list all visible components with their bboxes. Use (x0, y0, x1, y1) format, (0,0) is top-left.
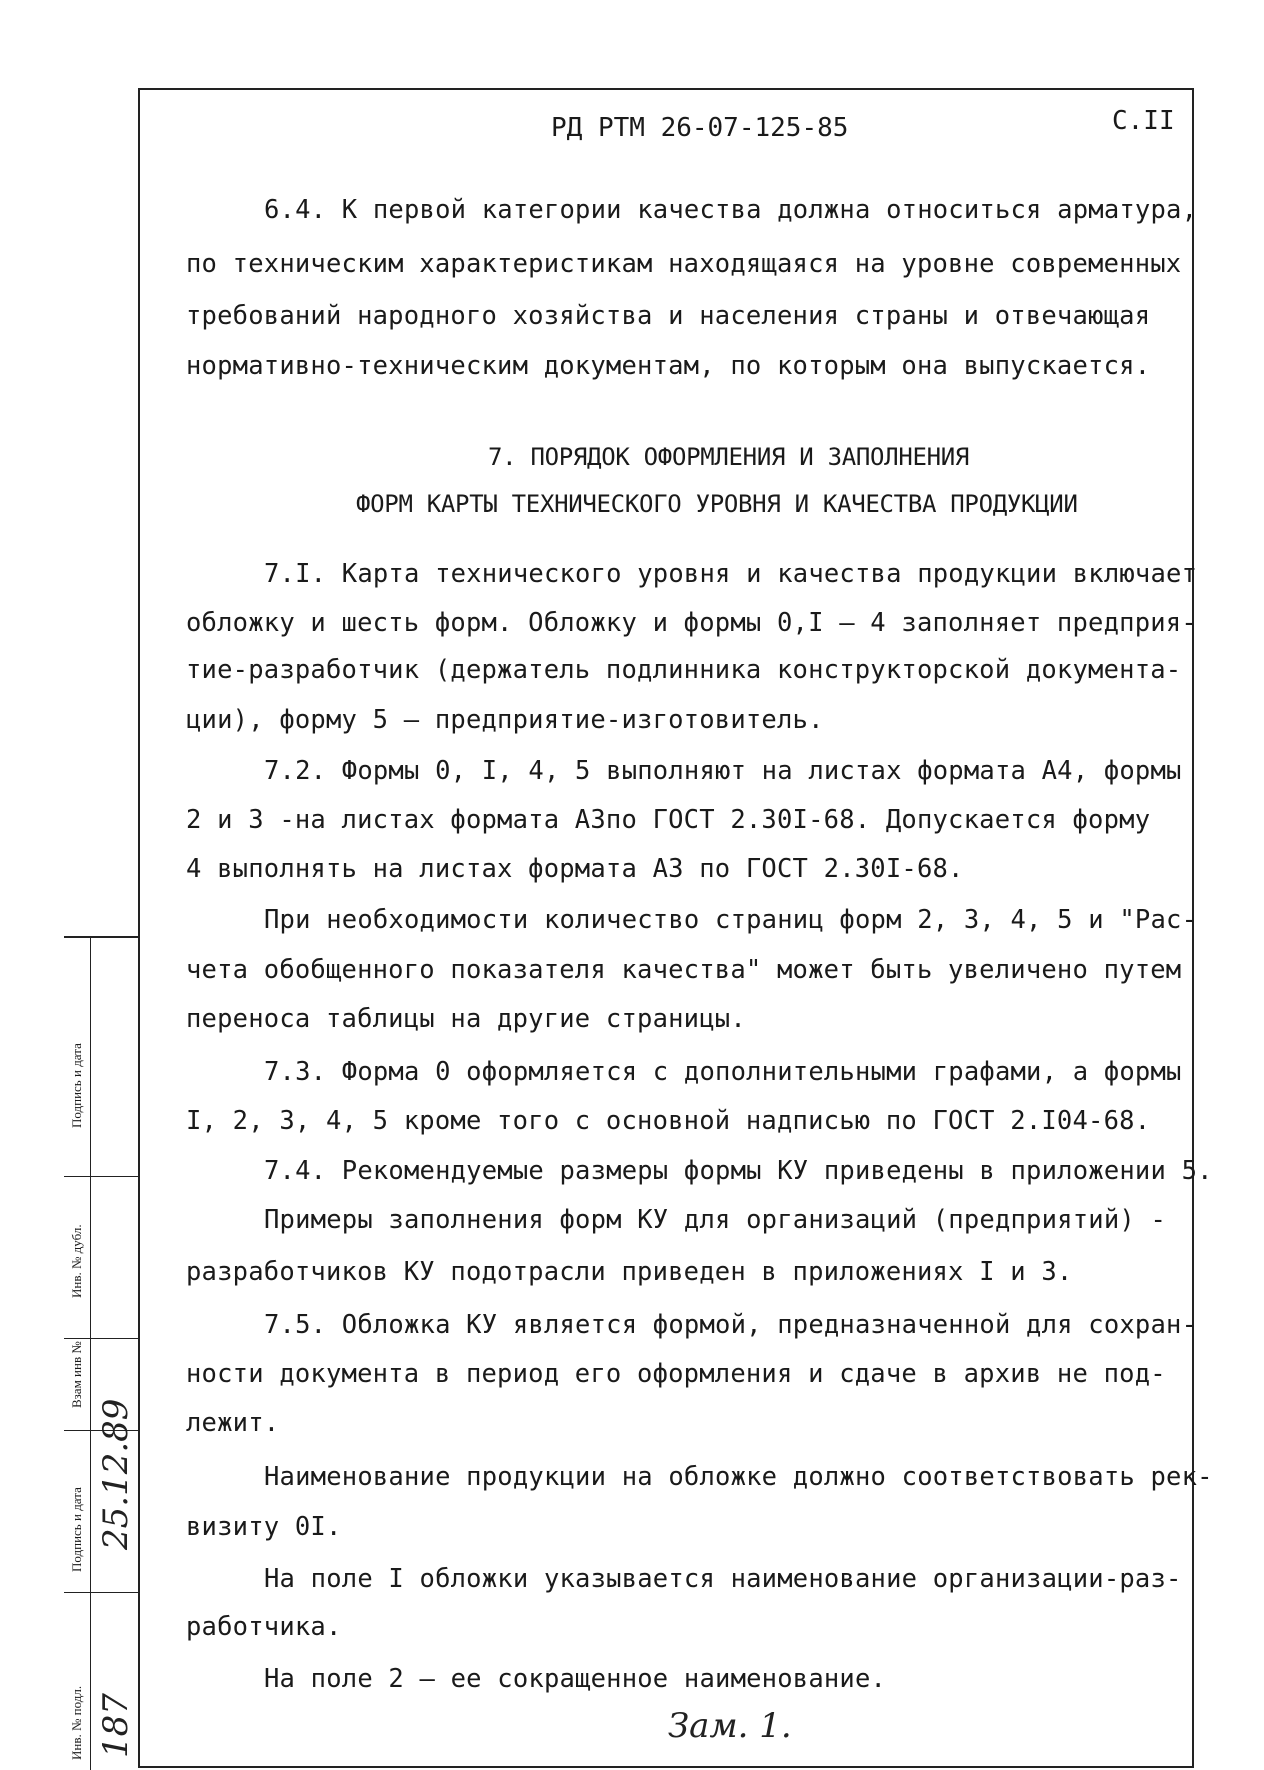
text-line: 7.5. Обложка КУ является формой, предназначенной для сохран- (264, 1310, 1198, 1340)
text-line: 7.2. Формы 0, I, 4, 5 выполняют на листах формата А4, формы (264, 756, 1182, 786)
stamp-divider (90, 938, 91, 1770)
stamp-divider (64, 1338, 138, 1339)
text-line: 7.4. Рекомендуемые размеры формы КУ приведены в приложении 5. (264, 1156, 1213, 1186)
handwritten-number: 187 (96, 1693, 136, 1758)
text-line: 4 выполнять на листах формата А3 по ГОСТ 2.30I-68. (186, 854, 964, 884)
stamp-label-inv-dubl: Инв. № дубл. (69, 1224, 84, 1298)
stamp-label-podpis-data: Подпись и дата (69, 1487, 84, 1572)
stamp-divider (64, 1592, 138, 1593)
text-line: 6.4. К первой категории качества должна относиться арматура, (264, 195, 1198, 225)
frame-left (138, 88, 140, 1768)
text-line: ности документа в период его оформления и сдаче в архив не под- (186, 1359, 1166, 1389)
text-line: визиту 0I. (186, 1512, 342, 1542)
text-line: 7.3. Форма 0 оформляется с дополнительными графами, а формы (264, 1057, 1182, 1087)
page-number: С.II (1112, 106, 1175, 136)
text-line: 2 и 3 -на листах формата А3по ГОСТ 2.30I-68. Допускается форму (186, 805, 1151, 835)
text-line: работчика. (186, 1612, 342, 1642)
text-line: требований народного хозяйства и населения страны и отвечающая (186, 301, 1151, 331)
footer-note: Зам. 1. (668, 1706, 792, 1746)
text-line: нормативно-техническим документам, по которым она выпускается. (186, 351, 1151, 381)
text-line: чета обобщенного показателя качества" может быть увеличено путем (186, 955, 1182, 985)
text-line: 7.I. Карта технического уровня и качества продукции включает (264, 559, 1198, 589)
text-line: тие-разработчик (держатель подлинника конструкторской документа- (186, 655, 1182, 685)
side-stamp (64, 936, 138, 1770)
stamp-divider (64, 1176, 138, 1177)
text-line: Примеры заполнения форм КУ для организаций (предприятий) - (264, 1205, 1167, 1235)
doc-code: РД РТМ 26-07-125-85 (551, 113, 849, 143)
text-line: по техническим характеристикам находящаяся на уровне современных (186, 249, 1182, 279)
text-line: обложку и шесть форм. Обложку и формы 0,I – 4 заполняет предприя- (186, 608, 1197, 638)
text-line: разработчиков КУ подотрасли приведен в приложениях I и 3. (186, 1257, 1073, 1287)
handwritten-date: 25.12.89 (96, 1398, 136, 1550)
text-line: На поле 2 – ее сокращенное наименование. (264, 1664, 887, 1694)
frame-bottom (138, 1766, 1194, 1768)
text-line: На поле I обложки указывается наименование организации-раз- (264, 1564, 1182, 1594)
text-line: переноса таблицы на другие страницы. (186, 1004, 746, 1034)
stamp-label-podpis-data: Подпись и дата (69, 1043, 84, 1128)
stamp-label-vzam-inv: Взам инв № (69, 1341, 84, 1408)
text-line: I, 2, 3, 4, 5 кроме того с основной надписью по ГОСТ 2.I04-68. (186, 1106, 1151, 1136)
section-title-line1: 7. ПОРЯДОК ОФОРМЛЕНИЯ И ЗАПОЛНЕНИЯ (488, 443, 970, 471)
frame-top (138, 88, 1194, 90)
text-line: лежит. (186, 1408, 280, 1438)
text-line: При необходимости количество страниц форм 2, 3, 4, 5 и "Рас- (264, 905, 1198, 935)
section-title-line2: ФОРМ КАРТЫ ТЕХНИЧЕСКОГО УРОВНЯ И КАЧЕСТВА ПРОДУКЦИИ (356, 490, 1078, 518)
stamp-label-inv-podl: Инв. № подл. (69, 1685, 84, 1760)
text-line: Наименование продукции на обложке должно соответствовать рек- (264, 1462, 1213, 1492)
text-line: ции), форму 5 – предприятие-изготовитель. (186, 705, 824, 735)
